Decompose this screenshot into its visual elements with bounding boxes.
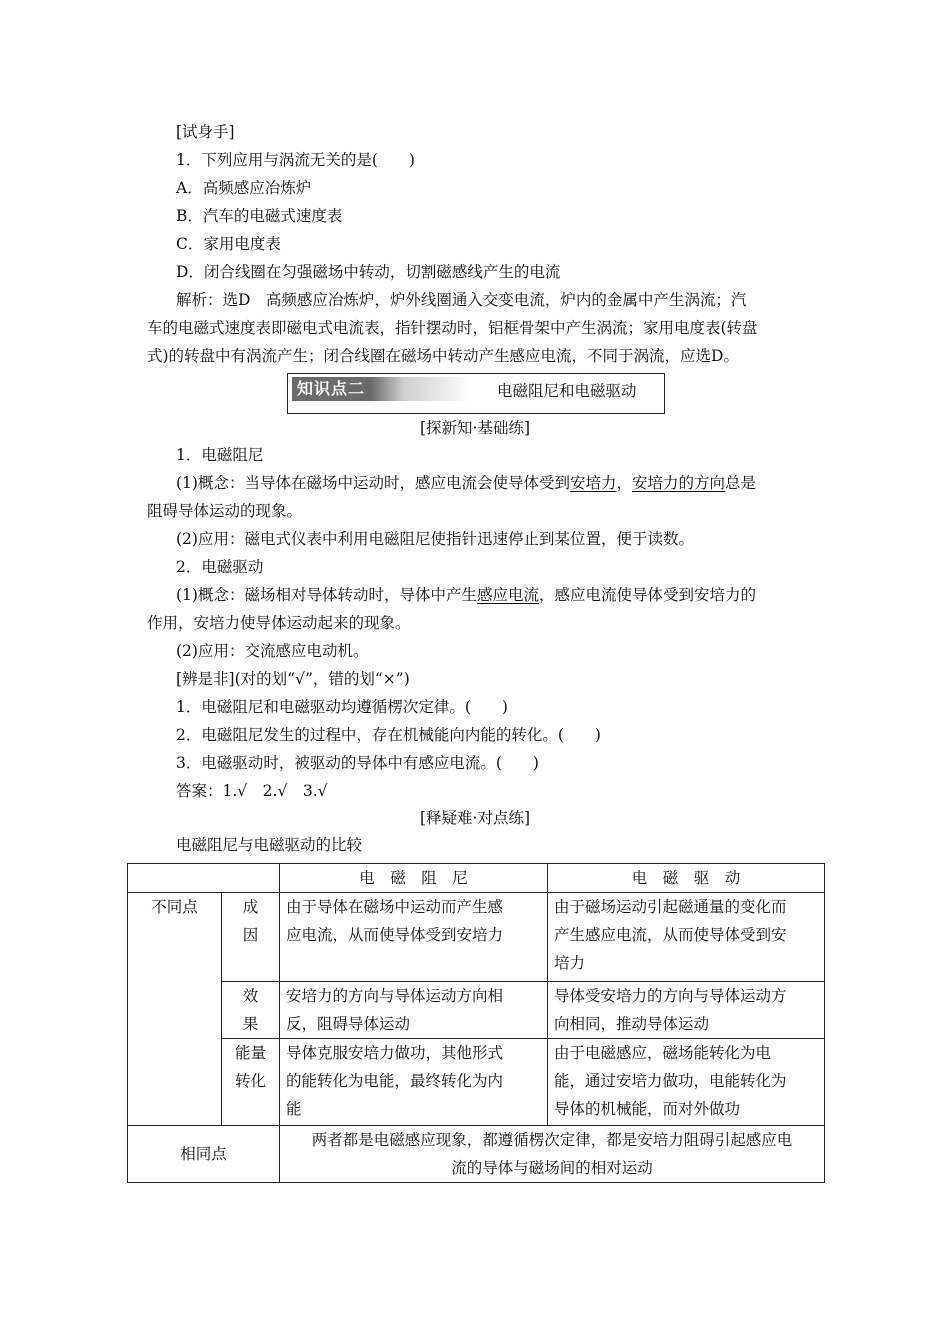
comparison-table xyxy=(127,863,825,1183)
header-damping: 电 磁 阻 尼 xyxy=(280,864,548,893)
option-d: D．闭合线圈在匀强磁场中转动，切割磁感线产生的电流 xyxy=(176,263,561,281)
header-drive: 电 磁 驱 动 xyxy=(548,864,825,893)
knowledge-point-badge-text: 知识点二 xyxy=(297,379,366,398)
damping-concept-line-1: (1)概念：当导体在磁场中运动时，感应电流会使导体受到安培力，安培力的方向总是 xyxy=(176,474,757,492)
option-c: C．家用电度表 xyxy=(176,235,281,253)
drive-concept-line-2: 作用，安培力使导体运动起来的现象。 xyxy=(147,614,411,632)
drive-application: (2)应用：交流感应电动机。 xyxy=(176,642,369,660)
compare-title: 电磁阻尼与电磁驱动的比较 xyxy=(176,836,363,854)
table-row xyxy=(128,1039,825,1126)
table-header-blank xyxy=(128,864,280,893)
drive-energy: 由于电磁感应，磁场能转化为电 能，通过安培力做功，电能转化为 导体的机械能，而对外做功 xyxy=(548,1039,825,1126)
table-row xyxy=(128,982,825,1039)
judge-item-3: 3．电磁驱动时，被驱动的导体中有感应电流。( ) xyxy=(176,754,539,772)
damping-cause: 由于导体在磁场中运动而产生感 应电流，从而使导体受到安培力 xyxy=(280,893,548,982)
damping-concept-line-2: 阻碍导体运动的现象。 xyxy=(147,502,303,520)
analysis-line-2: 车的电磁式速度表即磁电式电流表，指针摆动时，铝框骨架中产生涡流；家用电度表(转盘 xyxy=(147,319,758,337)
diff-label: 不同点 xyxy=(128,893,222,1126)
damping-effect: 安培力的方向与导体运动方向相 反，阻碍导体运动 xyxy=(280,982,548,1039)
aspect-cause: 成 因 xyxy=(222,893,280,982)
damping-application: (2)应用：磁电式仪表中利用电磁阻尼使指针迅速停止到某位置，便于读数。 xyxy=(176,530,694,548)
knowledge-point-title: 电磁阻尼和电磁驱动 xyxy=(497,382,637,400)
underline-induced-current: 感应电流 xyxy=(476,586,539,604)
same-label: 相同点 xyxy=(128,1126,280,1183)
option-b: B．汽车的电磁式速度表 xyxy=(176,207,343,225)
underline-ampere-force: 安培力 xyxy=(569,474,617,492)
judge-answer: 答案：1.√ 2.√ 3.√ xyxy=(176,782,328,800)
section-explore: [探新知·基础练] xyxy=(419,419,531,437)
judge-item-2: 2．电磁阻尼发生的过程中，存在机械能向内能的转化。( ) xyxy=(176,726,601,744)
drive-heading: 2．电磁驱动 xyxy=(176,558,264,576)
aspect-effect: 效 果 xyxy=(222,982,280,1039)
table-row xyxy=(128,1126,825,1183)
same-content: 两者都是电磁感应现象，都遵循楞次定律，都是安培力阻碍引起感应电 流的导体与磁场间的相对运动 xyxy=(280,1126,825,1183)
option-a: A．高频感应冶炼炉 xyxy=(176,179,312,197)
section-clarify: [释疑难·对点练] xyxy=(419,809,531,827)
damping-energy: 导体克服安培力做功，其他形式 的能转化为电能，最终转化为内 能 xyxy=(280,1039,548,1126)
judge-heading: [辨是非](对的划“√”，错的划“×”) xyxy=(176,670,410,688)
table-header-row xyxy=(128,864,825,893)
damping-heading: 1．电磁阻尼 xyxy=(176,446,264,464)
table-row xyxy=(128,893,825,982)
question-stem: 1．下列应用与涡流无关的是( ) xyxy=(176,151,415,169)
drive-effect: 导体受安培力的方向与导体运动方 向相同，推动导体运动 xyxy=(548,982,825,1039)
drive-concept-line-1: (1)概念：磁场相对导体转动时，导体中产生感应电流，感应电流使导体受到安培力的 xyxy=(176,586,756,604)
analysis-line-3: 式)的转盘中有涡流产生；闭合线圈在磁场中转动产生感应电流，不同于涡流，应选D。 xyxy=(147,347,739,365)
underline-ampere-direction: 安培力的方向 xyxy=(632,474,726,492)
judge-item-1: 1．电磁阻尼和电磁驱动均遵循楞次定律。( ) xyxy=(176,698,508,716)
aspect-energy: 能量 转化 xyxy=(222,1039,280,1126)
drive-cause: 由于磁场运动引起磁通量的变化而 产生感应电流，从而使导体受到安 培力 xyxy=(548,893,825,982)
analysis-line-1: 解析：选D 高频感应冶炼炉，炉外线圈通入交变电流，炉内的金属中产生涡流；汽 xyxy=(176,291,747,309)
try-heading: [试身手] xyxy=(176,123,235,141)
